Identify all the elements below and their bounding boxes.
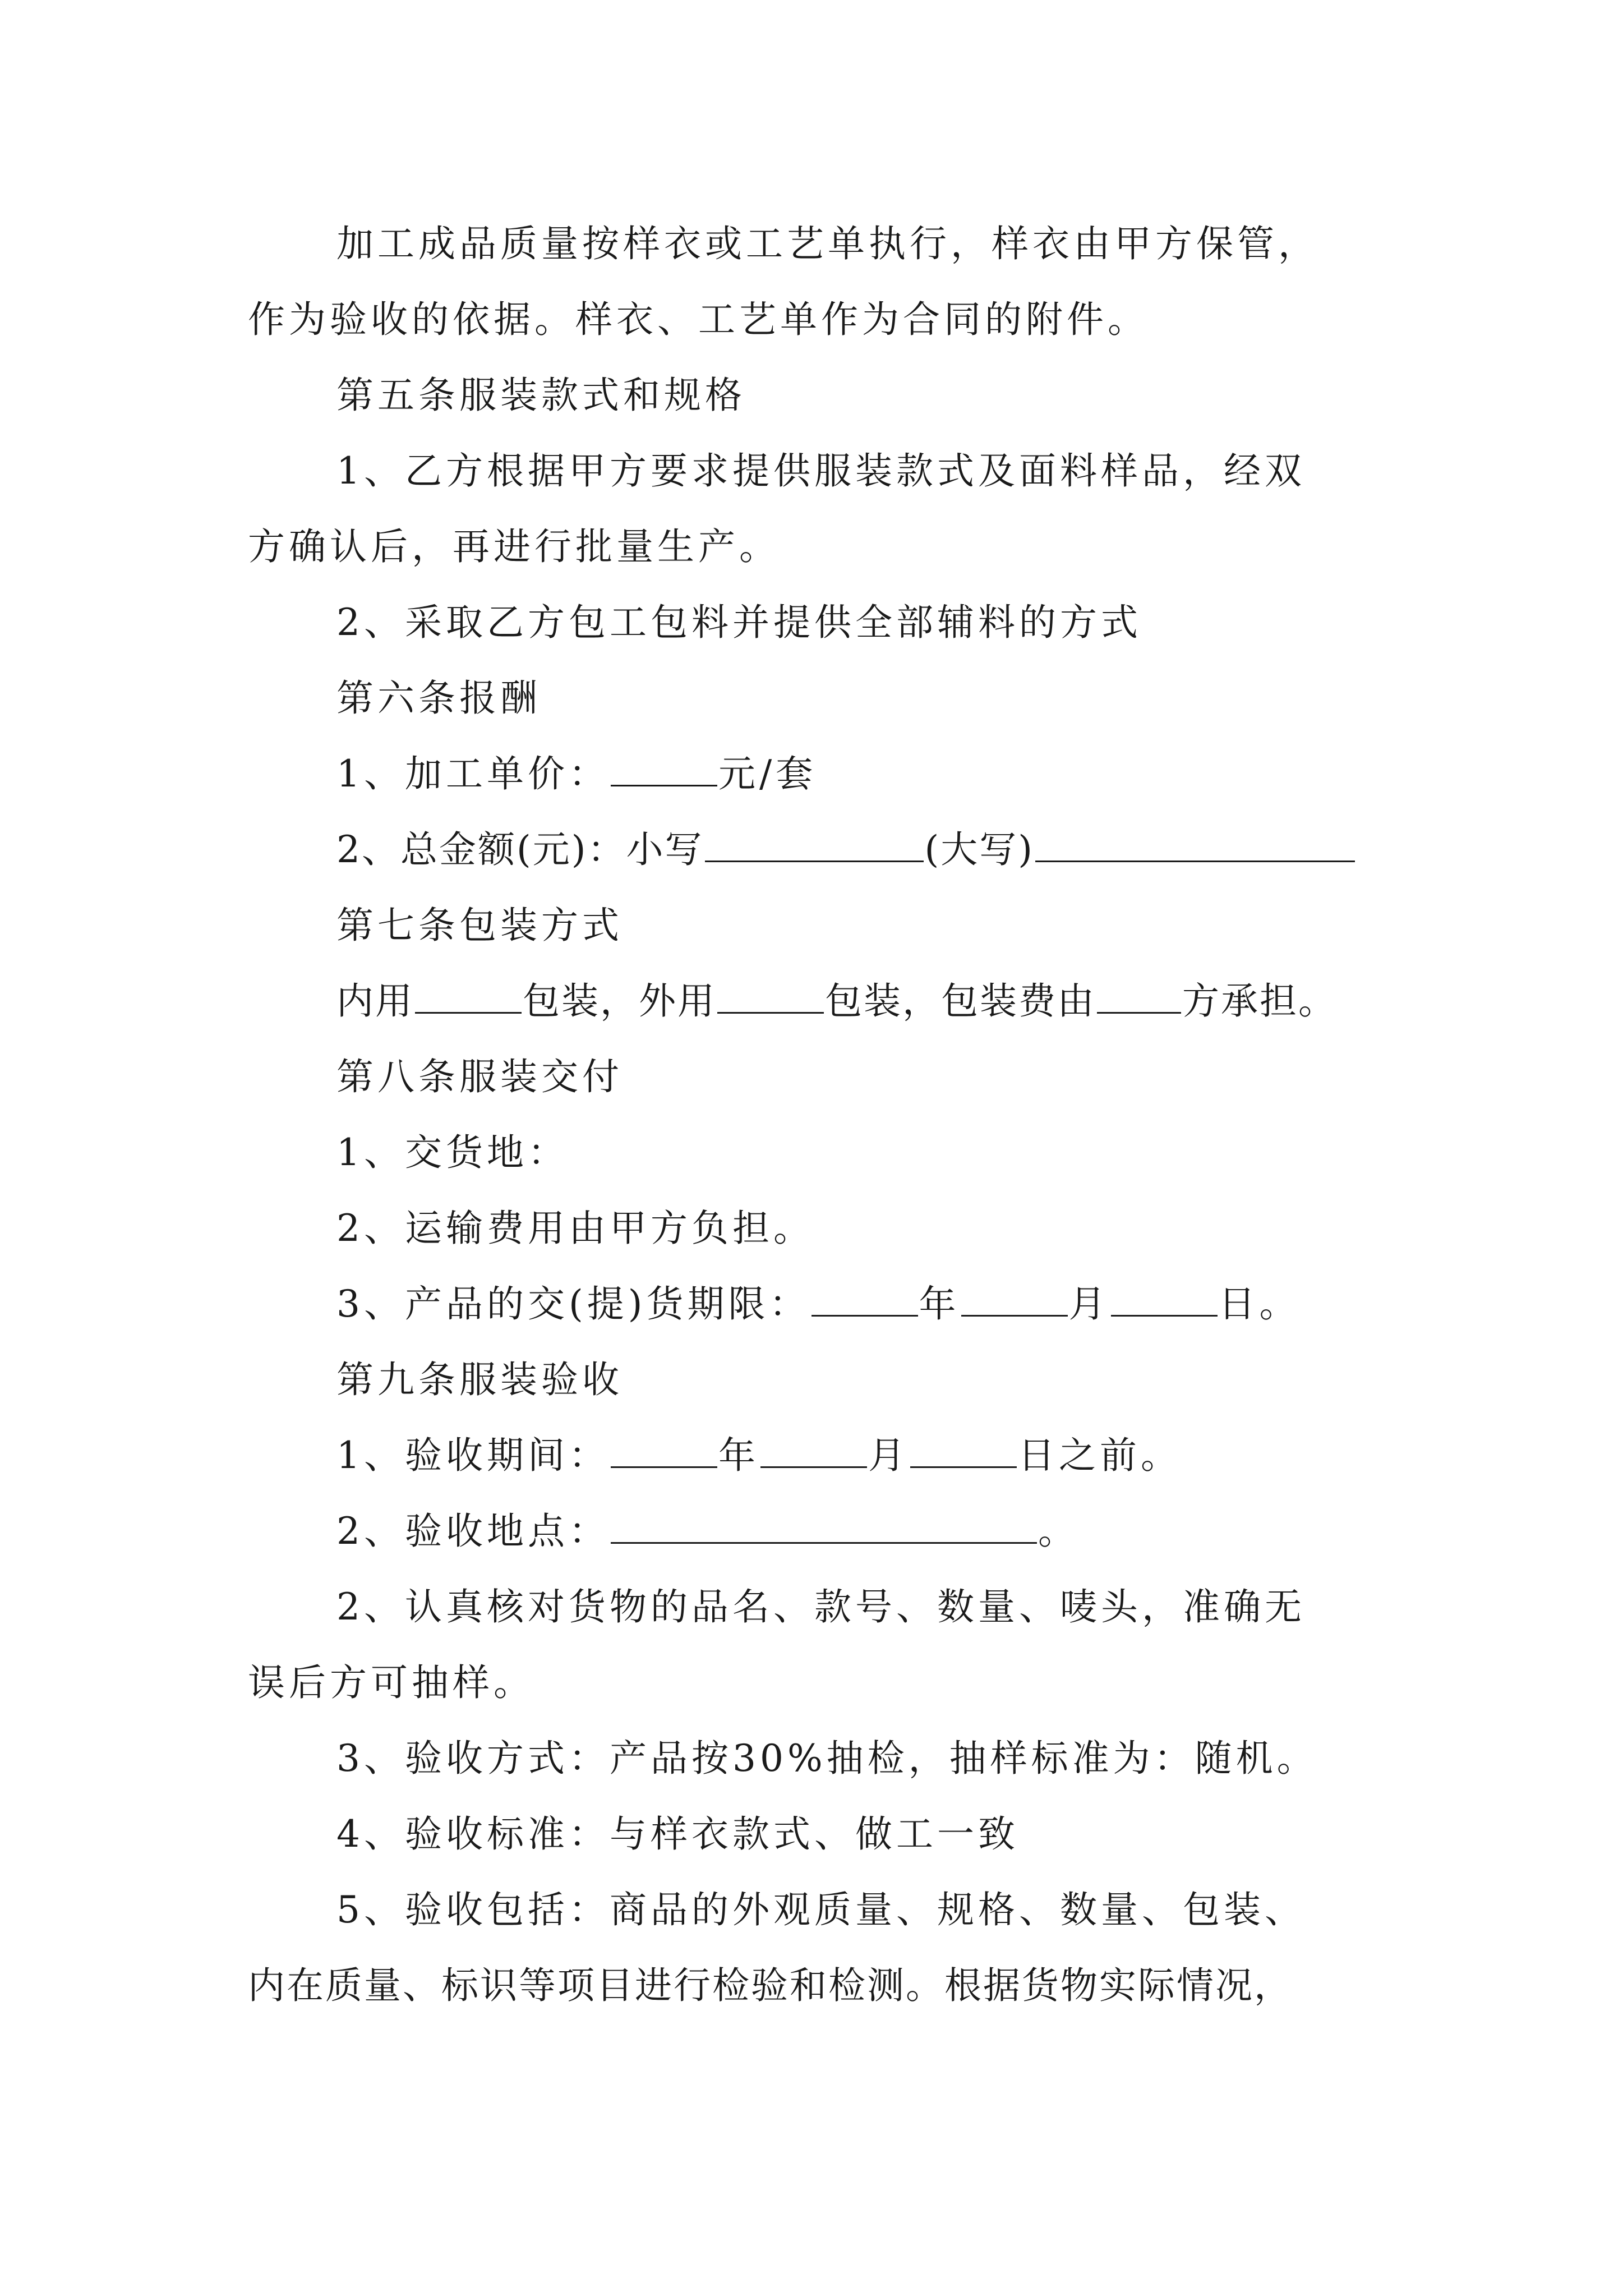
inspection-place-line	[336, 1506, 1481, 1557]
paragraph-line: 加工成品质量按样衣或工艺单执行，样衣由甲方保管，	[336, 222, 1319, 265]
inspection-month-blank[interactable]	[760, 1434, 867, 1468]
inspection-day-blank[interactable]	[910, 1434, 1017, 1468]
article-8-title: 第八条服装交付	[336, 1055, 623, 1098]
amount-uppercase-blank[interactable]	[1035, 828, 1355, 862]
month-label: 月	[1068, 1282, 1110, 1326]
article-7-title: 第七条包装方式	[336, 904, 623, 947]
inner-packaging-blank[interactable]	[415, 979, 522, 1014]
inspection-place-blank[interactable]	[611, 1510, 1037, 1544]
unit-price-unit: 元/套	[718, 752, 817, 795]
paragraph-line: 3、验收方式：产品按30%抽检，抽样标准为：随机。	[336, 1737, 1318, 1780]
year-label: 年	[919, 1282, 960, 1326]
unit-price-line	[336, 749, 1481, 799]
packaging-text-1: 内用	[336, 979, 414, 1023]
paragraph-line: 1、乙方根据甲方要求提供服装款式及面料样品，经双	[336, 449, 1306, 493]
paragraph-line: 2、运输费用由甲方负担。	[336, 1207, 814, 1250]
month-label: 月	[868, 1434, 909, 1477]
article-6-title: 第六条报酬	[336, 677, 541, 720]
packaging-fee-party-blank[interactable]	[1097, 979, 1181, 1014]
packaging-text-4: 方承担。	[1182, 979, 1337, 1023]
total-amount-line	[336, 825, 1481, 875]
unit-price-label: 1、加工单价：	[336, 752, 610, 795]
year-label: 年	[718, 1434, 759, 1477]
delivery-year-blank[interactable]	[811, 1282, 918, 1317]
article-5-title: 第五条服装款式和规格	[336, 374, 746, 417]
delivery-day-blank[interactable]	[1111, 1282, 1218, 1317]
unit-price-blank[interactable]	[611, 752, 717, 786]
paragraph-line: 方确认后，再进行批量生产。	[248, 525, 780, 568]
amount-uppercase-label: (大写)	[924, 828, 1034, 871]
paragraph-line: 5、验收包括：商品的外观质量、规格、数量、包装、	[336, 1888, 1306, 1931]
amount-lowercase-blank[interactable]	[705, 828, 924, 862]
packaging-text-3: 包装，包装费由	[825, 979, 1096, 1023]
delivery-month-blank[interactable]	[961, 1282, 1068, 1317]
paragraph-line: 内在质量、标识等项目进行检验和检测。根据货物实际情况，	[248, 1964, 1293, 2007]
paragraph-line: 作为验收的依据。样衣、工艺单作为合同的附件。	[248, 298, 1149, 341]
paragraph-line: 2、认真核对货物的品名、款号、数量、唛头，准确无	[336, 1585, 1306, 1628]
delivery-deadline-line	[336, 1279, 1481, 1329]
period-mark: 。	[1038, 1510, 1079, 1553]
packaging-line	[336, 976, 1481, 1027]
paragraph-line: 1、交货地：	[336, 1131, 569, 1174]
outer-packaging-blank[interactable]	[717, 979, 824, 1014]
paragraph-line: 2、采取乙方包工包料并提供全部辅料的方式	[336, 601, 1142, 644]
day-label: 日。	[1218, 1282, 1301, 1326]
inspection-period-line	[336, 1430, 1481, 1481]
packaging-text-2: 包装，外用	[523, 979, 716, 1023]
inspection-period-label: 1、验收期间：	[336, 1434, 610, 1477]
paragraph-line: 误后方可抽样。	[248, 1661, 534, 1704]
article-9-title: 第九条服装验收	[336, 1358, 623, 1401]
paragraph-line: 4、验收标准：与样衣款式、做工一致	[336, 1812, 1019, 1856]
day-label: 日之前。	[1018, 1434, 1182, 1477]
total-amount-label: 2、总金额(元)：小写	[336, 828, 704, 871]
inspection-place-label: 2、验收地点：	[336, 1510, 610, 1553]
inspection-year-blank[interactable]	[611, 1434, 717, 1468]
delivery-deadline-label: 3、产品的交(提)货期限：	[336, 1282, 810, 1326]
